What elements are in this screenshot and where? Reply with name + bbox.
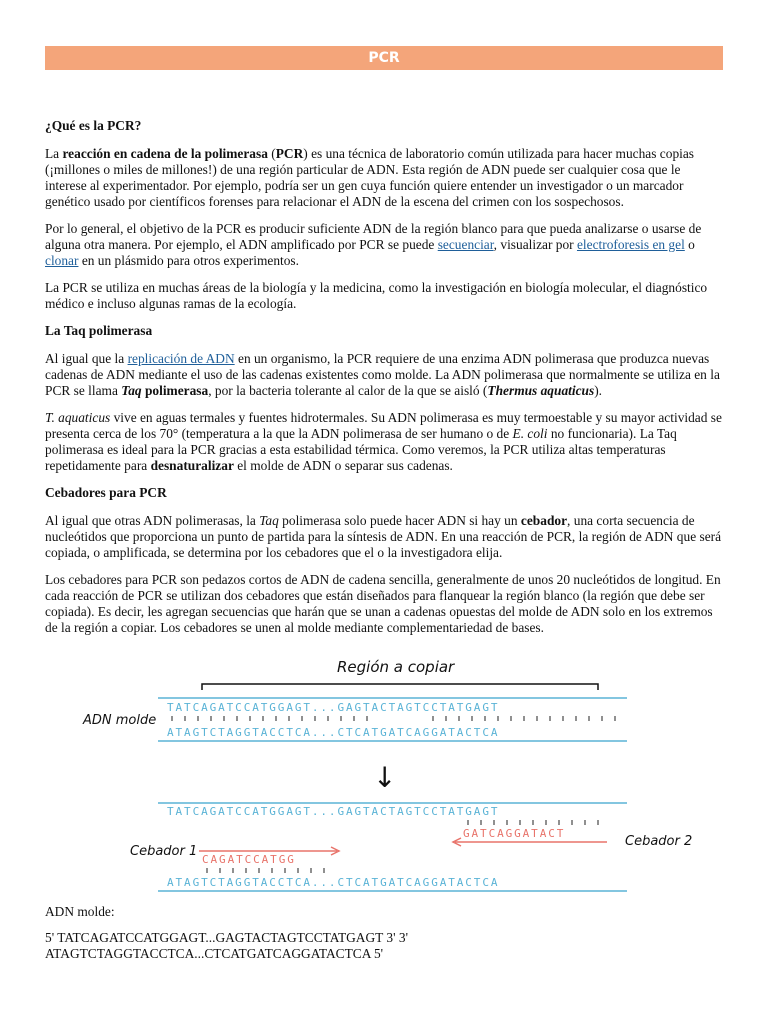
primer2-ticks xyxy=(468,820,598,825)
template-label: ADN molde xyxy=(83,713,157,728)
paragraph-definition: La reacción en cadena de la polimerasa (PCR) es una técnica de laboratorio común utilizada para hacer muchas copias (¡millones o miles de millones!) de una región particular de ADN. Esta región de ADN puede ser cualquier cosa que le interese al experimentador. Por ejemplo, podría ser un gen cuya función quiere entender un investigador o un marcador genético usado por científicos forenses para relacionar el ADN de la escena del crimen con los sospechosos. xyxy=(45,146,695,209)
paragraph-taq-intro: Al igual que la replicación de ADN en un organismo, la PCR requiere de una enzima ADN polimerasa que produzca nuevas cadenas de ADN mediante el uso de las cadenas existentes como molde. La ADN polimerasa que normalmente se utiliza en la PCR se llama Taq polimerasa, por la bacteria tolerante al calor de la que se aisló (Thermus aquaticus). xyxy=(45,351,720,398)
link-clonar[interactable]: clonar xyxy=(45,253,79,268)
template-bottom-strand: ATAGTCTAGGTACCTCA...CTCATGATCAGGATACTCA xyxy=(167,726,500,739)
article-body xyxy=(45,118,725,647)
primer1-label: Cebador 1 xyxy=(130,844,198,859)
separated-top-strand: TATCAGATCCATGGAGT...GAGTACTAGTCCTATGAGT xyxy=(167,805,500,818)
separated-bottom-strand: ATAGTCTAGGTACCTCA...CTCATGATCAGGATACTCA xyxy=(167,876,500,889)
base-pair-ticks xyxy=(172,716,615,721)
link-secuenciar[interactable]: secuenciar xyxy=(437,237,494,252)
primer1-sequence: CAGATCCATGG xyxy=(202,853,296,866)
primer1-ticks xyxy=(207,868,324,873)
down-arrow-icon: ↓ xyxy=(373,761,397,794)
template-top-strand: TATCAGATCCATGGAGT...GAGTACTAGTCCTATGAGT xyxy=(167,701,500,714)
paragraph-primer-details: Los cebadores para PCR son pedazos cortos de ADN de cadena sencilla, generalmente de unos 20 nucleótidos de longitud. En cada reacción de PCR se utilizan dos cebadores que están diseñados para flanquear la región blanco (la región que debe ser copiada). Es decir, les agregan secuencias que harán que se unan a cadenas opuestas del molde de ADN solo en los extremos de la región a copiar. Los cebadores se unen al molde mediante complementariedad de bases. xyxy=(45,572,721,635)
sequence-label: ADN molde: xyxy=(45,904,115,919)
region-bracket xyxy=(202,684,598,690)
sequence-line-2: ATAGTCTAGGTACCTCA...CTCATGATCAGGATACTCA 5' xyxy=(45,946,384,961)
primer2-sequence: GATCAGGATACT xyxy=(463,827,566,840)
section-heading-what-is-pcr: ¿Qué es la PCR? xyxy=(45,118,142,133)
section-heading-taq: La Taq polimerasa xyxy=(45,323,153,338)
page-title-banner: PCR xyxy=(45,46,723,70)
primer2-label: Cebador 2 xyxy=(625,834,693,849)
link-replicacion-adn[interactable]: replicación de ADN xyxy=(127,351,235,366)
paragraph-taq-details: T. aquaticus vive en aguas termales y fuentes hidrotermales. Su ADN polimerasa es muy termoestable y su mayor actividad se presenta cerca de los 70° (temperatura a la que la ADN polimerasa de ser humano o de E. coli no funcionaria). La Taq polimerasa es ideal para la PCR gracias a esta estabilidad térmica. Como veremos, la PCR utiliza altas temperaturas repetidamente para desnaturalizar el molde de ADN o separar sus cadenas. xyxy=(45,410,722,473)
paragraph-primer-intro: Al igual que otras ADN polimerasas, la Taq polimerasa solo puede hacer ADN si hay un cebador, una corta secuencia de nucleótidos que proporciona un punto de partida para la síntesis de ADN. En una reacción de PCR, la región de ADN que será copiada, o amplificada, se determina por los cebadores que el o la investigadora elija. xyxy=(45,513,722,560)
sequence-line-1: 5' TATCAGATCCATGGAGT...GAGTACTAGTCCTATGAGT 3' 3' xyxy=(45,930,408,945)
pcr-primer-diagram xyxy=(75,652,715,902)
paragraph-uses: La PCR se utiliza en muchas áreas de la biología y la medicina, como la investigación en biología molecular, el diagnóstico médico e incluso algunas ramas de la ecología. xyxy=(45,280,708,311)
template-sequence-text xyxy=(45,904,725,962)
paragraph-objective: Por lo general, el objetivo de la PCR es producir suficiente ADN de la región blanco para que pueda analizarse o usarse de alguna otra manera. Por ejemplo, el ADN amplificado por PCR se puede secuenciar, visualizar por electroforesis en gel o clonar en un plásmido para otros experimentos. xyxy=(45,221,702,268)
section-heading-primers: Cebadores para PCR xyxy=(45,485,167,500)
region-label: Región a copiar xyxy=(337,658,455,676)
link-electroforesis[interactable]: electroforesis en gel xyxy=(576,237,685,252)
